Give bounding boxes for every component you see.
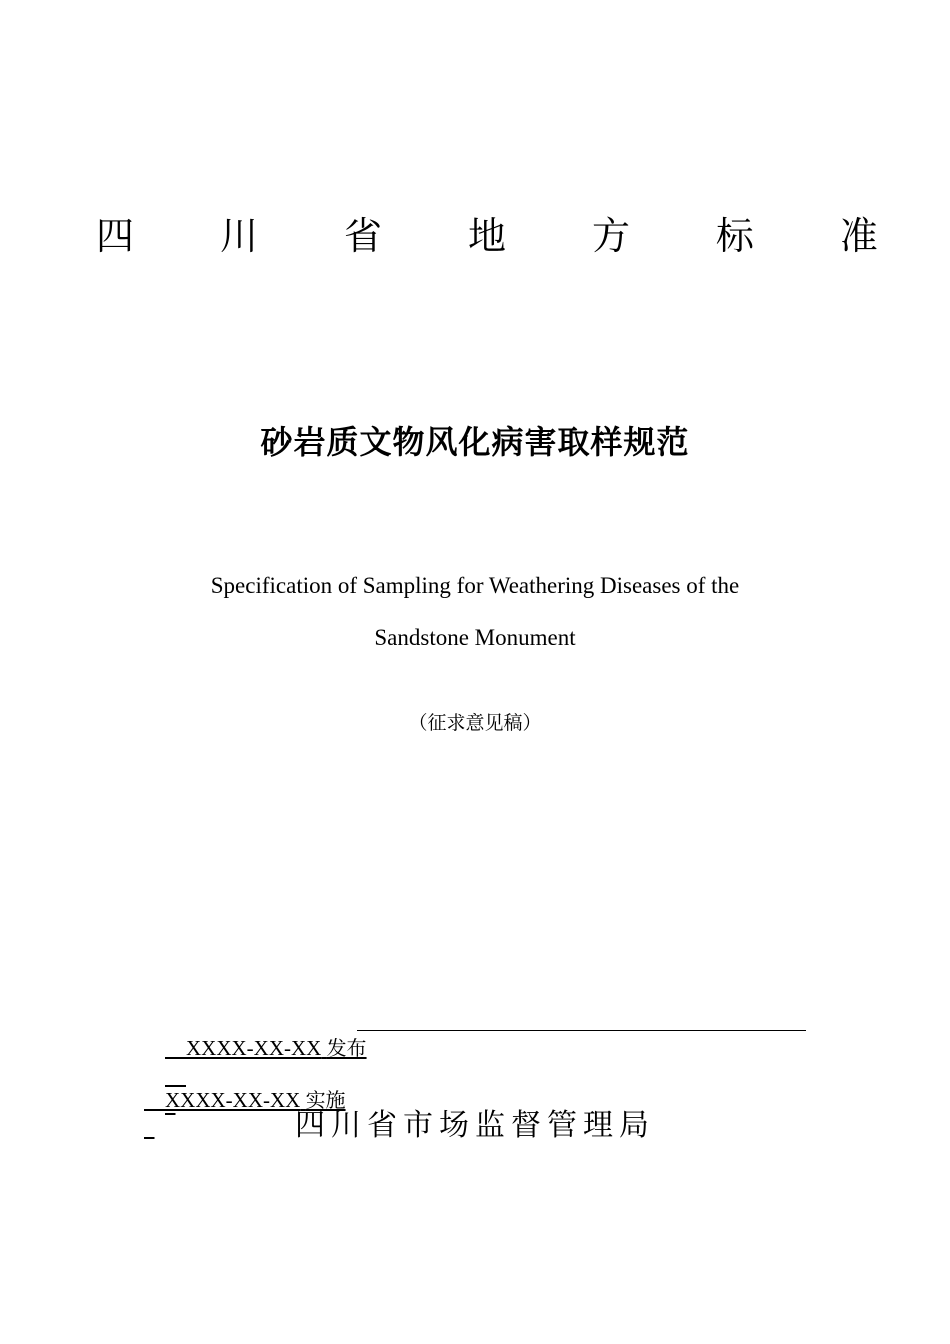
english-title	[0, 560, 950, 664]
standard-type-header	[96, 208, 878, 264]
header-char: 川	[219, 214, 258, 258]
publish-underline	[357, 1030, 806, 1031]
draft-note: （征求意见稿）	[408, 712, 542, 734]
issuing-authority: 四川省市场监督管理局	[295, 1108, 655, 1143]
chinese-title: 砂岩质文物风化病害取样规范	[260, 423, 690, 461]
publish-label: 发布	[326, 1036, 367, 1060]
english-title-line-2: Sandstone Monument	[374, 625, 576, 650]
header-char: 准	[839, 214, 878, 258]
english-title-line-1: Specification of Sampling for Weathering Diseases of the	[210, 573, 740, 598]
header-char: 地	[467, 214, 506, 258]
header-char: 标	[715, 214, 754, 258]
implement-label: 实施	[305, 1088, 346, 1112]
header-char: 方	[591, 214, 630, 258]
header-char: 四	[96, 214, 135, 258]
implement-date: XXXX-XX-XX	[165, 1088, 301, 1112]
publish-date: XXXX-XX-XX	[186, 1036, 322, 1060]
header-char: 省	[343, 214, 382, 258]
